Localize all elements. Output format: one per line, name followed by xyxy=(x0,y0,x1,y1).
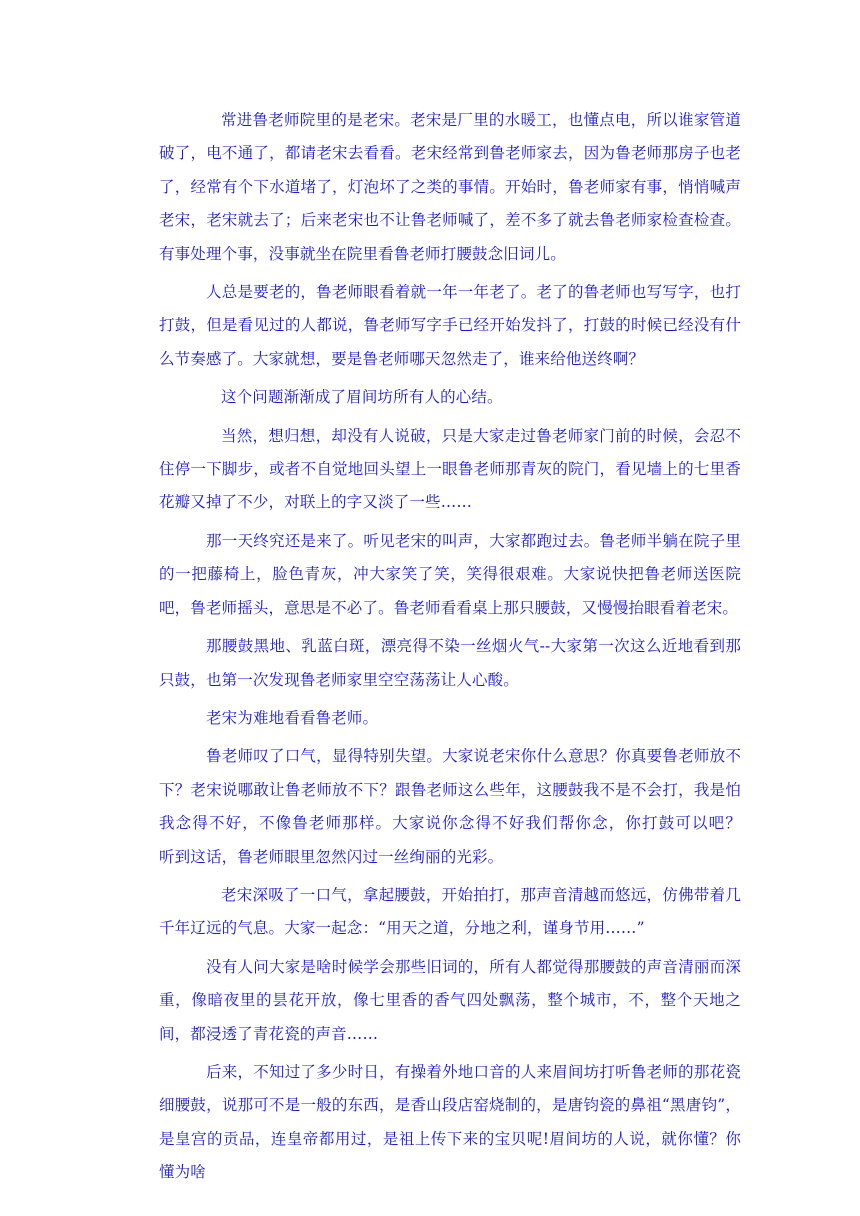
paragraph: 常进鲁老师院里的是老宋。老宋是厂里的水暖工，也懂点电，所以谁家管道破了，电不通了，都请老宋去看看。老宋经常到鲁老师家去，因为鲁老师那房子也老了，经常有个下水道堵了，灯泡坏了之类的事情。开始时，鲁老师家有事，悄悄喊声老宋，老宋就去了；后来老宋也不让鲁老师喊了，差不多了就去鲁老师家检查检查。有事处理个事，没事就坐在院里看鲁老师打腰鼓念旧词儿。 xyxy=(159,111,741,263)
paragraph: 当然，想归想，却没有人说破，只是大家走过鲁老师家门前的时候，会忍不住停一下脚步，或者不自觉地回头望上一眼鲁老师那青灰的院门，看见墙上的七里香花瓣又掉了不少，对联上的字又淡了一些…… xyxy=(159,426,741,512)
paragraph: 那腰鼓黑地、乳蓝白斑，漂亮得不染一丝烟火气--大家第一次这么近地看到那只鼓，也第一次发现鲁老师家里空空荡荡让人心酸。 xyxy=(159,637,741,689)
story-text xyxy=(159,104,804,1195)
paragraph: 人总是要老的，鲁老师眼看着就一年一年老了。老了的鲁老师也写写字，也打打鼓，但是看见过的人都说，鲁老师写字手已经开始发抖了，打鼓的时候已经没有什么节奏感了。大家就想，要是鲁老师哪天忽然走了，谁来给他送终啊？ xyxy=(159,283,741,368)
paragraph: 老宋为难地看看鲁老师。 xyxy=(206,708,379,727)
paragraph: 没有人问大家是啥时候学会那些旧词的，所有人都觉得那腰鼓的声音清丽而深重，像暗夜里的昙花开放，像七里香的香气四处飘荡，整个城市，不，整个天地之间，都浸透了青花瓷的声音…… xyxy=(159,957,741,1043)
paragraph: 后来，不知过了多少时日，有操着外地口音的人来眉间坊打听鲁老师的那花瓷细腰鼓，说那可不是一般的东西，是香山段店窑烧制的，是唐钧瓷的鼻祖“黑唐钧”，是皇宫的贡品，连皇帝都用过，是祖上传下来的宝贝呢!眉间坊的人说，就你懂？你懂为啥 xyxy=(159,1062,741,1182)
paragraph: 老宋深吸了一口气，拿起腰鼓，开始拍打，那声音清越而悠远，仿佛带着几千年辽远的气息。大家一起念：“用天之道，分地之利，谨身节用……” xyxy=(159,885,741,938)
paragraph: 鲁老师叹了口气，显得特别失望。大家说老宋你什么意思？你真要鲁老师放不下？老宋说哪敢让鲁老师放不下？跟鲁老师这么些年，这腰鼓我不是不会打，我是怕我念得不好，不像鲁老师那样。大家说你念得不好我们帮你念，你打鼓可以吧？ 听到这话，鲁老师眼里忽然闪过一丝绚丽的光彩。 xyxy=(159,747,804,866)
paragraph: 那一天终究还是来了。听见老宋的叫声，大家都跑过去。鲁老师半躺在院子里的一把藤椅上，脸色青灰，冲大家笑了笑，笑得很艰难。大家说快把鲁老师送医院吧，鲁老师摇头，意思是不必了。鲁老师看看桌上那只腰鼓，又慢慢抬眼看着老宋。 xyxy=(159,531,741,617)
paragraph: 这个问题渐渐成了眉间坊所有人的心结。 xyxy=(221,388,503,407)
